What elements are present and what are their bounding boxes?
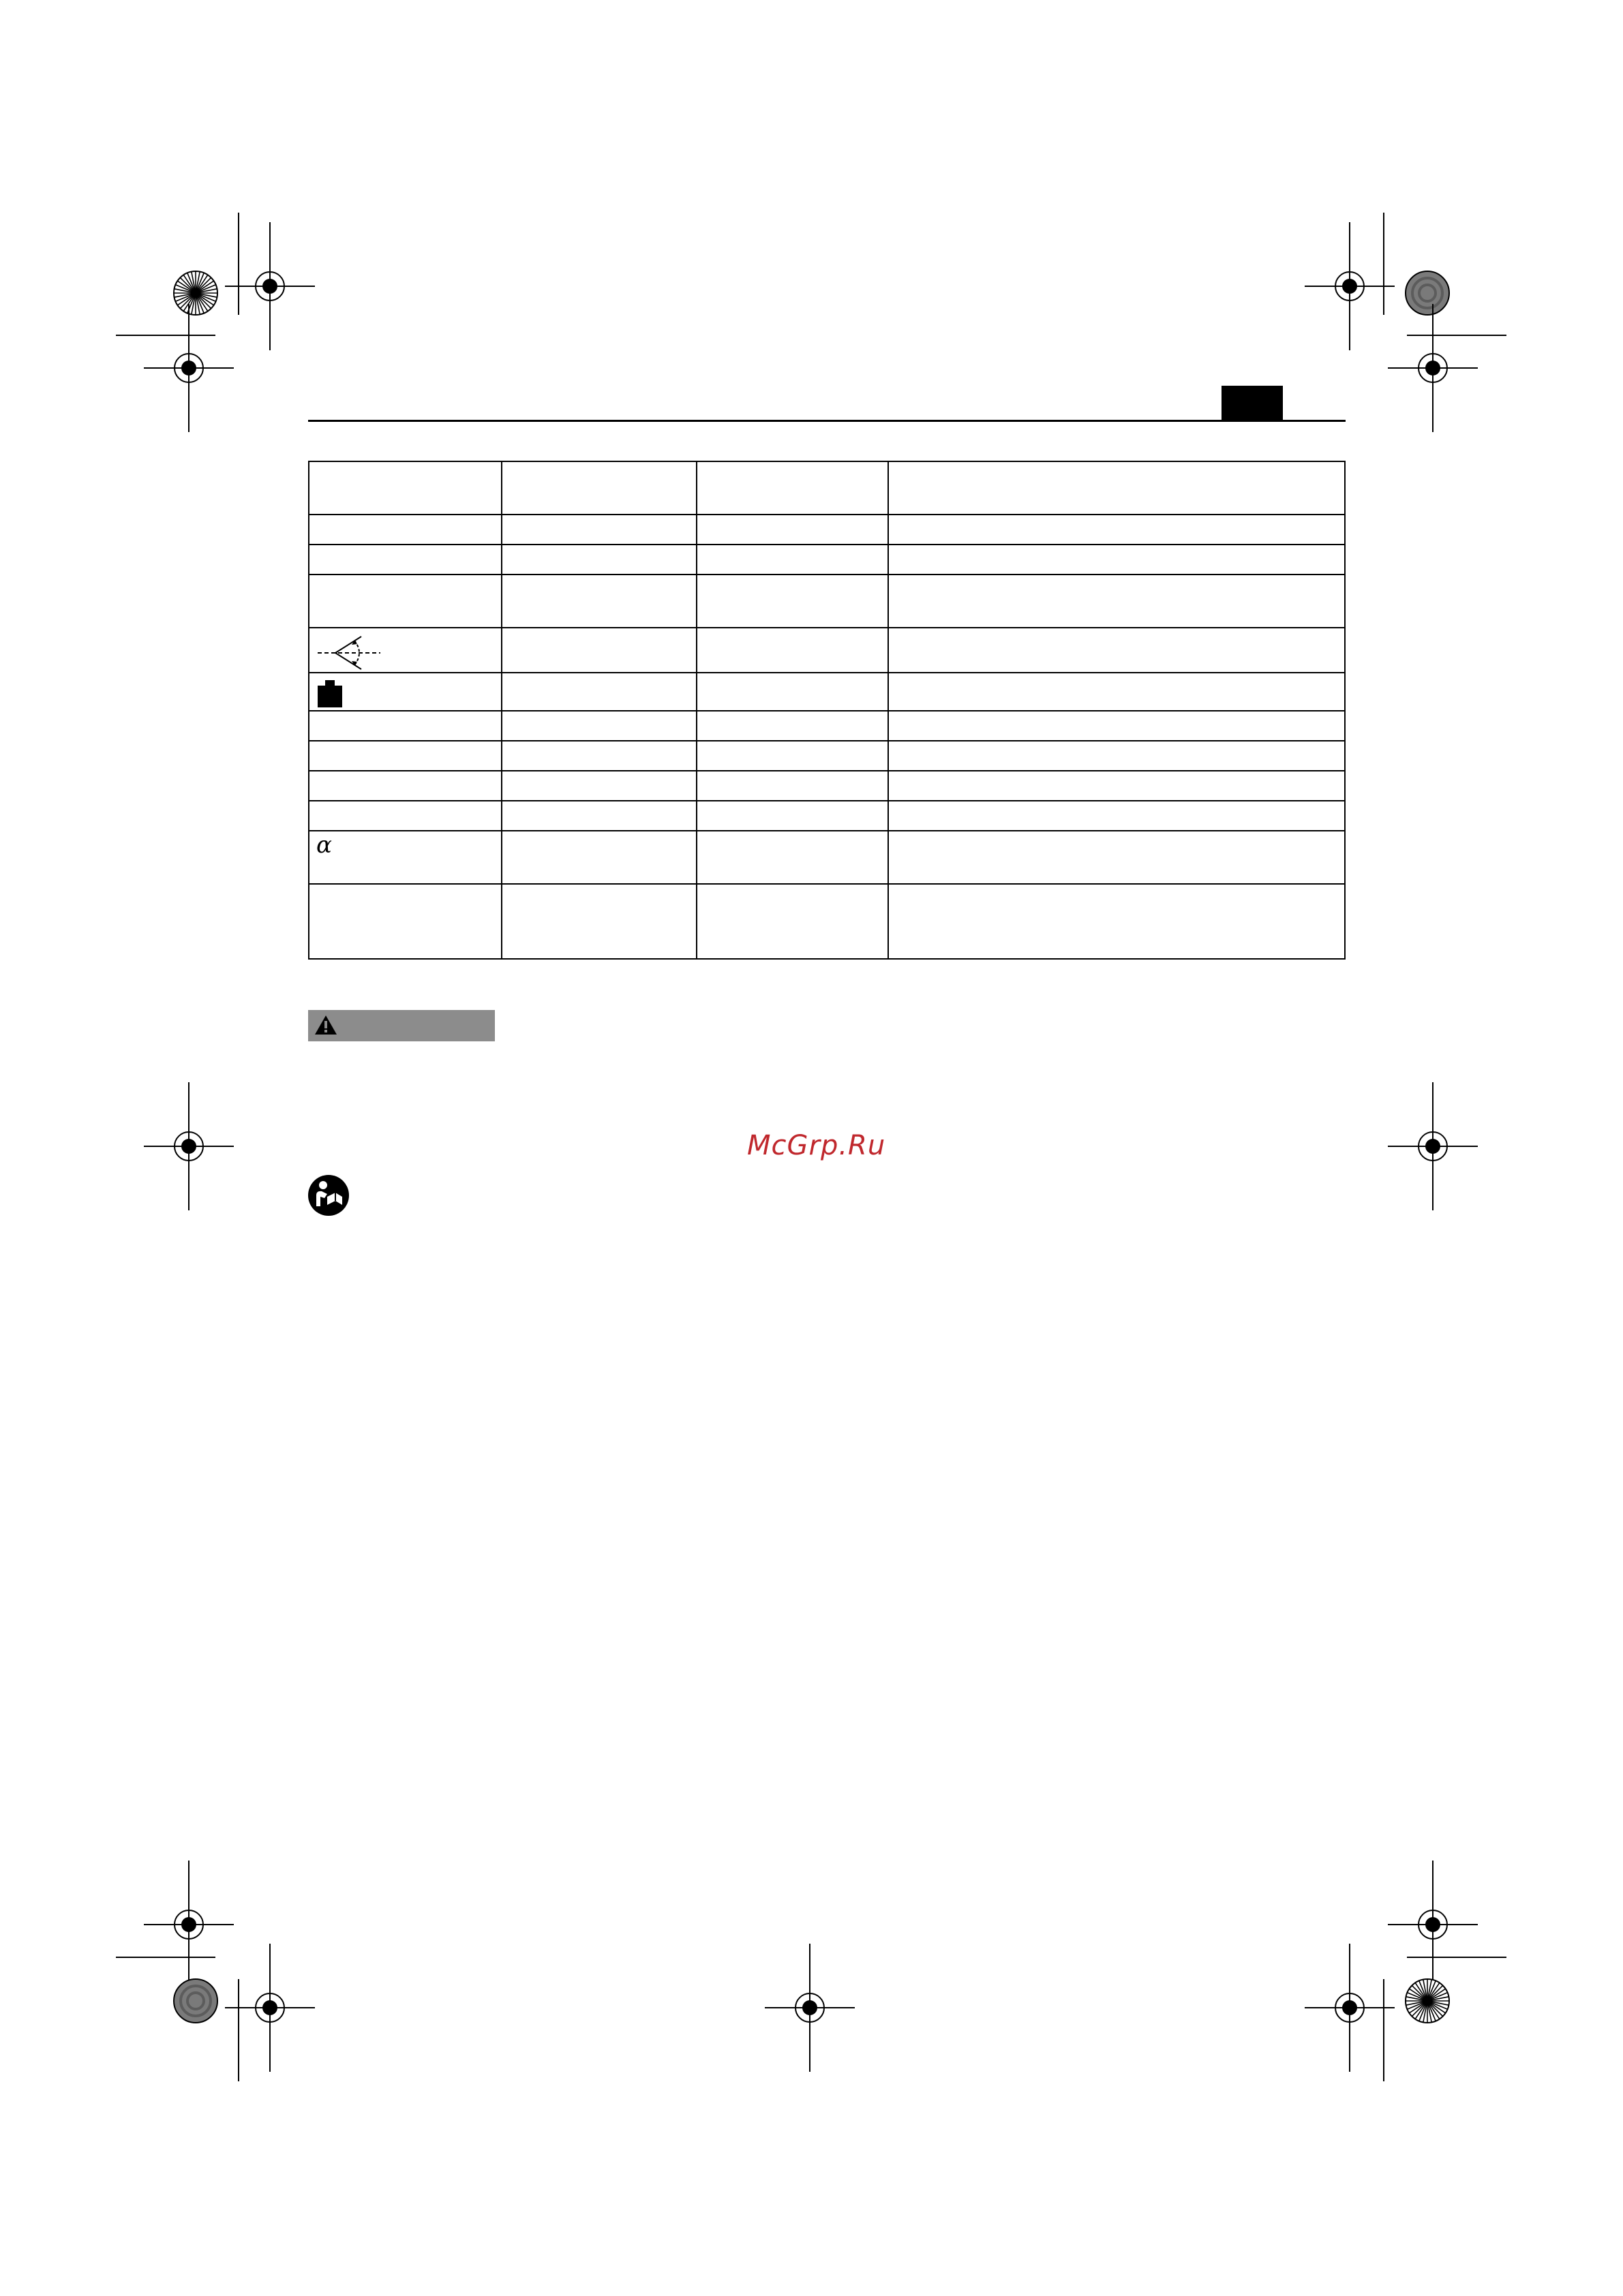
table-cell <box>309 801 502 831</box>
table-cell <box>502 673 697 711</box>
table-row <box>309 741 1345 771</box>
language-tab <box>1222 386 1283 420</box>
header-rule <box>308 420 1346 422</box>
table-row <box>309 771 1345 801</box>
table-cell <box>888 771 1345 801</box>
table-cell <box>888 673 1345 711</box>
table-cell <box>697 711 888 741</box>
table-cell <box>697 741 888 771</box>
table-cell <box>502 831 697 884</box>
table-cell <box>309 515 502 545</box>
table-cell <box>309 711 502 741</box>
table-cell <box>309 741 502 771</box>
table-cell <box>309 771 502 801</box>
table-cell <box>888 801 1345 831</box>
table-cell <box>697 575 888 628</box>
table-cell <box>697 884 888 959</box>
table-cell <box>697 673 888 711</box>
table-cell <box>888 711 1345 741</box>
table-cell <box>888 515 1345 545</box>
table-cell <box>502 771 697 801</box>
angle-of-inclination-icon <box>316 634 382 672</box>
table-row <box>309 831 1345 884</box>
warning-bar <box>308 1010 495 1041</box>
table-cell <box>697 771 888 801</box>
table-row <box>309 515 1345 545</box>
technical-data-table <box>308 461 1346 960</box>
table-row <box>309 545 1345 575</box>
table-cell <box>309 575 502 628</box>
table-cell <box>888 628 1345 673</box>
read-manual-icon <box>307 1174 350 1217</box>
table-cell <box>309 545 502 575</box>
table-cell <box>697 628 888 673</box>
table-cell <box>502 545 697 575</box>
table-cell <box>888 884 1345 959</box>
table-cell <box>309 673 502 711</box>
table-row <box>309 884 1345 959</box>
warning-triangle-icon <box>314 1014 338 1036</box>
table-cell <box>697 831 888 884</box>
table-cell <box>502 801 697 831</box>
table-cell <box>697 801 888 831</box>
alpha-symbol-cell: α <box>309 831 502 884</box>
table-row <box>309 628 1345 673</box>
table-row <box>309 711 1345 741</box>
table-cell <box>502 461 697 515</box>
table-cell <box>888 545 1345 575</box>
table-row <box>309 575 1345 628</box>
table-cell <box>502 628 697 673</box>
table-cell <box>697 515 888 545</box>
table-cell <box>502 575 697 628</box>
table-cell <box>309 461 502 515</box>
table-cell <box>502 515 697 545</box>
table-row <box>309 461 1345 515</box>
table-cell <box>697 545 888 575</box>
table-cell <box>888 741 1345 771</box>
table-cell <box>697 461 888 515</box>
watermark: McGrp.Ru <box>747 1130 886 1161</box>
table-cell <box>502 711 697 741</box>
table-cell <box>888 461 1345 515</box>
table-cell <box>502 741 697 771</box>
table-cell <box>502 884 697 959</box>
table-cell <box>888 575 1345 628</box>
table-row <box>309 801 1345 831</box>
table-cell <box>309 884 502 959</box>
table-cell <box>309 628 502 673</box>
table-cell <box>888 831 1345 884</box>
table-row <box>309 673 1345 711</box>
weight-icon <box>316 679 344 709</box>
